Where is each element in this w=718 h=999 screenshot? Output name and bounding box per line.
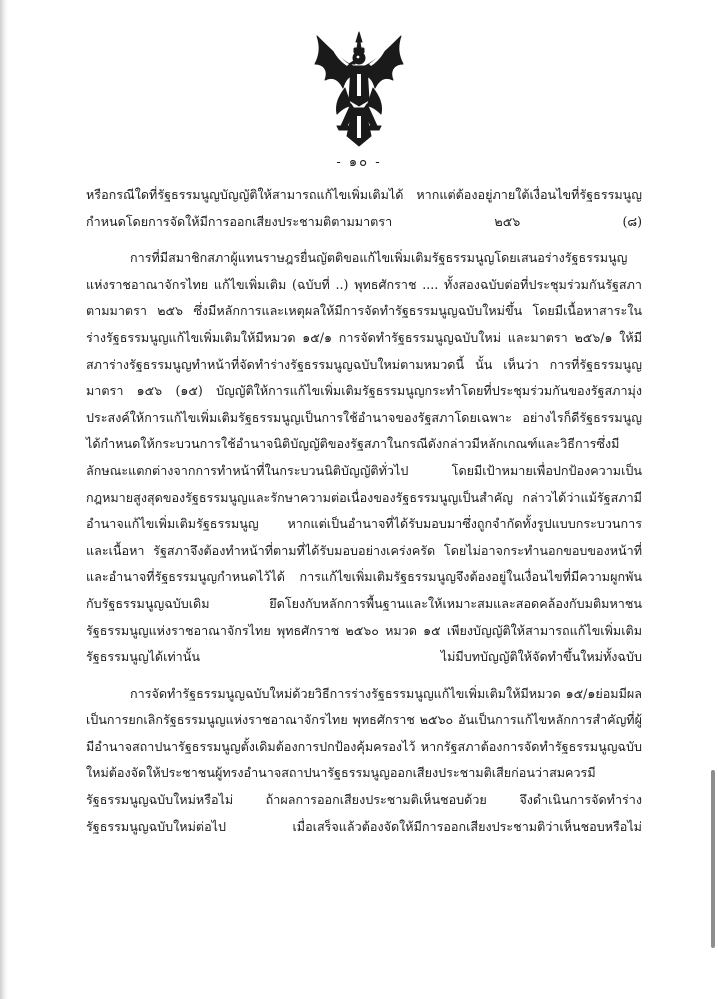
document-body	[86, 182, 642, 850]
paragraph: การที่มีสมาชิกสภาผู้แทนราษฎรยื่นญัตติขอแก้ไขเพิ่มเติมรัฐธรรมนูญโดยเสนอร่างรัฐธรรมนูญแห่งราชอาณาจักรไทย แก้ไขเพิ่มเติม (ฉบับที่ ..) พุทธศักราช .... ทั้งสองฉบับต่อที่ประชุมร่วมกันรัฐสภาตามมาตรา ๒๕๖ ซึ่งมีหลักการและเหตุผลให้มีการจัดทำรัฐธรรมนูญฉบับใหม่ขึ้น โดยมีเนื้อหาสาระในร่างรัฐธรรมนูญแก้ไขเพิ่มเติมให้มีหมวด ๑๕/๑ การจัดทำรัฐธรรมนูญฉบับใหม่ และมาตรา ๒๕๖/๑ ให้มีสภาร่างรัฐธรรมนูญทำหน้าที่จัดทำร่างรัฐธรรมนูญฉบับใหม่ตามหมวดนี้ นั้น เห็นว่า การที่รัฐธรรมนูญ มาตรา ๑๕๖ (๑๕) บัญญัติให้การแก้ไขเพิ่มเติมรัฐธรรมนูญกระทำโดยที่ประชุมร่วมกันของรัฐสภามุ่งประสงค์ให้การแก้ไขเพิ่มเติมรัฐธรรมนูญเป็นการใช้อำนาจของรัฐสภาโดยเฉพาะ อย่างไรก็ดีรัฐธรรมนูญได้กำหนดให้กระบวนการใช้อำนาจนิติบัญญัติของรัฐสภาในกรณีดังกล่าวมีหลักเกณฑ์และวิธีการซึ่งมีลักษณะแตกต่างจากการทำหน้าที่ในกระบวนนิติบัญญัติทั่วไป โดยมีเป้าหมายเพื่อปกป้องความเป็นกฎหมายสูงสุดของรัฐธรรมนูญและรักษาความต่อเนื่องของรัฐธรรมนูญเป็นสำคัญ กล่าวได้ว่าแม้รัฐสภามีอำนาจแก้ไขเพิ่มเติมรัฐธรรมนูญ หากแต่เป็นอำนาจที่ได้รับมอบมาซึ่งถูกจำกัดทั้งรูปแบบกระบวนการ และเนื้อหา รัฐสภาจึงต้องทำหน้าที่ตามที่ได้รับมอบอย่างเคร่งครัด โดยไม่อาจกระทำนอกขอบของหน้าที่และอำนาจที่รัฐธรรมนูญกำหนดไว้ได้ การแก้ไขเพิ่มเติมรัฐธรรมนูญจึงต้องอยู่ในเงื่อนไขที่มีความผูกพันกับรัฐธรรมนูญฉบับเดิม ยึดโยงกับหลักการพื้นฐานและให้เหมาะสมและสอดคล้องกับมติมหาชนรัฐธรรมนูญแห่งราชอาณาจักรไทย พุทธศักราช ๒๕๖๐ หมวด ๑๕ เพียงบัญญัติให้สามารถแก้ไขเพิ่มเติมรัฐธรรมนูญได้เท่านั้น ไม่มีบทบัญญัติให้จัดทำขึ้นใหม่ทั้งฉบับ	[86, 250, 642, 665]
paragraph: หรือกรณีใดที่รัฐธรรมนูญบัญญัติให้สามารถแก้ไขเพิ่มเติมได้ หากแต่ต้องอยู่ภายใต้เงื่อนไขที่รัฐธรรมนูญกำหนดโดยการจัดให้มีการออกเสียงประชามติตามมาตรา ๒๕๖ (๘)	[86, 187, 642, 229]
scan-edge-shadow	[0, 0, 8, 999]
page-number: - ๑๐ -	[336, 155, 382, 170]
scrollbar[interactable]	[711, 770, 715, 948]
paragraph: การจัดทำรัฐธรรมนูญฉบับใหม่ด้วยวิธีการร่างรัฐธรรมนูญแก้ไขเพิ่มเติมให้มีหมวด ๑๕/๑ย่อมมีผลเป็นการยกเลิกรัฐธรรมนูญแห่งราชอาณาจักรไทย พุทธศักราช ๒๕๖๐ อันเป็นการแก้ไขหลักการสำคัญที่ผู้มีอำนาจสถาปนารัฐธรรมนูญตั้งเดิมต้องการปกป้องคุ้มครองไว้ หากรัฐสภาต้องการจัดทำรัฐธรรมนูญฉบับใหม่ต้องจัดให้ประชาชนผู้ทรงอำนาจสถาปนารัฐธรรมนูญออกเสียงประชามติเสียก่อนว่าสมควรมีรัฐธรรมนูญฉบับใหม่หรือไม่ ถ้าผลการออกเสียงประชามติเห็นชอบด้วย จึงดำเนินการจัดทำร่างรัฐธรรมนูญฉบับใหม่ต่อไป เมื่อเสร็จแล้วต้องจัดให้มีการออกเสียงประชามติว่าเห็นชอบหรือไม่	[86, 685, 642, 834]
garuda-emblem-icon	[311, 30, 407, 148]
